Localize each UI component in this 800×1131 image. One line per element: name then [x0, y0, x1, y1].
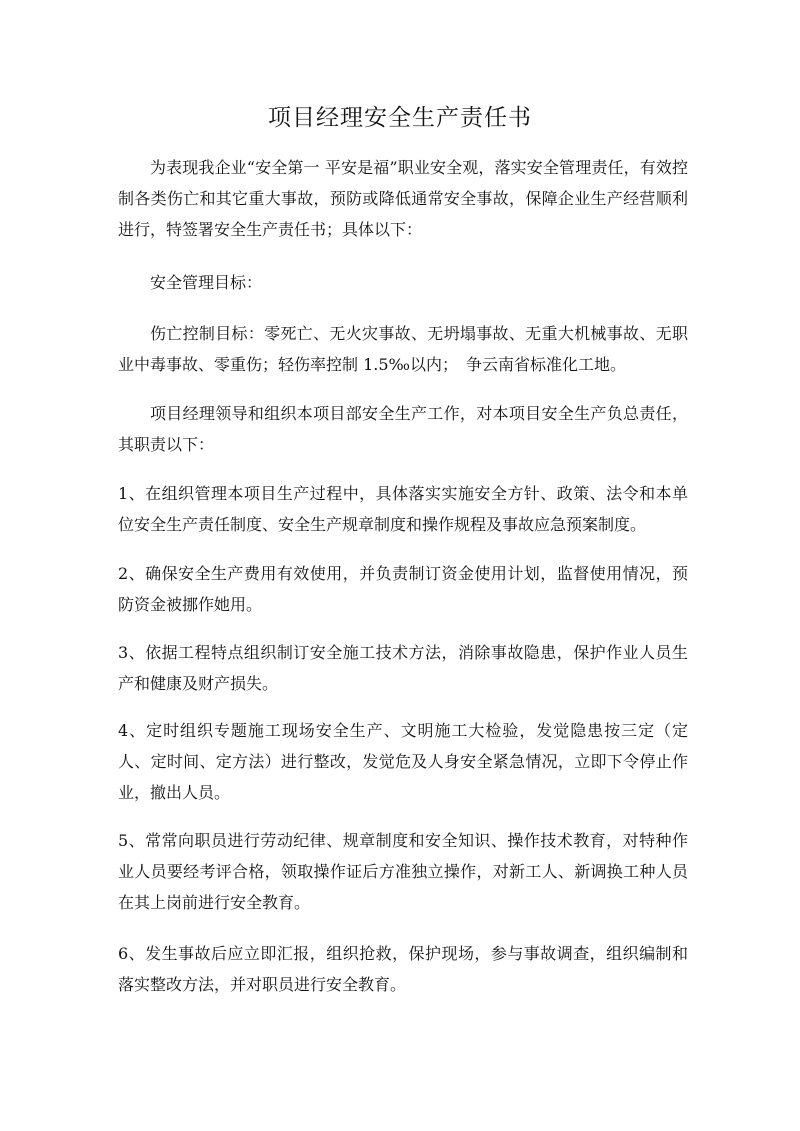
list-item: 2、确保安全生产费用有效使用，并负责制订资金使用计划，监督使用情况，预防资金被挪作她用。: [118, 564, 688, 614]
responsibility-intro-paragraph: 项目经理领导和组织本项目部安全生产工作，对本项目安全生产负总责任，其职责以下：: [118, 404, 688, 454]
list-item: 1、在组织管理本项目生产过程中，具体落实实施安全方针、政策、法令和本单位安全生产责任制度、安全生产规章制度和操作规程及事故应急预案制度。: [118, 484, 688, 534]
list-item: 3、依据工程特点组织制订安全施工技术方法，消除事故隐患，保护作业人员生产和健康及财产损失。: [118, 643, 688, 693]
intro-paragraph: 为表现我企业“安全第一 平安是福”职业安全观，落实安全管理责任，有效控制各类伤亡和其它重大事故，预防或降低通常安全事故，保障企业生产经营顺利进行，特签署安全生产责任书；具体以下：: [118, 158, 688, 239]
list-item: 5、常常向职员进行劳动纪律、规章制度和安全知识、操作技术教育，对特种作业人员要经考评合格，领取操作证后方准独立操作，对新工人、新调换工种人员在其上岗前进行安全教育。: [118, 831, 688, 912]
list-item: 4、定时组织专题施工现场安全生产、文明施工大检验，发觉隐患按三定（定人、定时间、定方法）进行整改，发觉危及人身安全紧急情况，立即下令停止作业，撤出人员。: [118, 721, 688, 802]
goal-paragraph: 伤亡控制目标：零死亡、无火灾事故、无坍塌事故、无重大机械事故、无职业中毒事故、零重伤；轻伤率控制 1.5‰以内； 争云南省标准化工地。: [118, 324, 688, 374]
list-item: 6、发生事故后应立即汇报，组织抢救，保护现场，参与事故调查，组织编制和落实整改方法，并对职员进行安全教育。: [118, 944, 688, 994]
goal-heading: 安全管理目标：: [150, 273, 263, 292]
document-title: 项目经理安全生产责任书: [268, 105, 532, 131]
